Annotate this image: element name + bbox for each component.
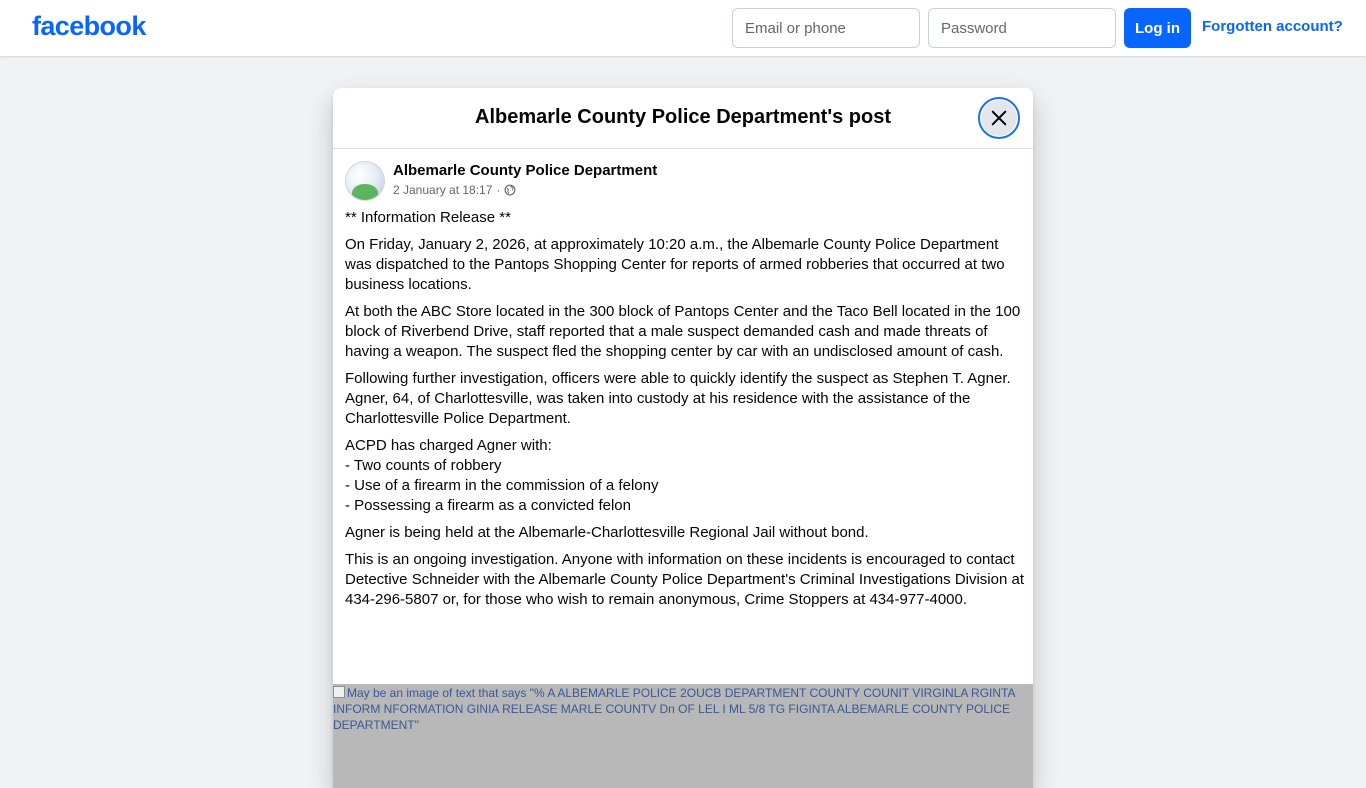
post-timestamp[interactable]: 2 January at 18:17 bbox=[393, 183, 493, 197]
post bbox=[333, 149, 1033, 732]
post-meta bbox=[393, 183, 516, 197]
post-text bbox=[345, 208, 1025, 617]
dialog-title: Albemarle County Police Department's post bbox=[475, 106, 891, 128]
login-button[interactable]: Log in bbox=[1124, 8, 1191, 48]
post-paragraph: On Friday, January 2, 2026, at approximately 10:20 a.m., the Albemarle County Police Department was dispatched to the Pantops Shopping Center for reports of armed robberies that occurred at two business locations. bbox=[345, 236, 1005, 293]
globe-icon bbox=[504, 184, 516, 196]
post-paragraph: Agner is being held at the Albemarle-Charlottesville Regional Jail without bond. bbox=[345, 524, 869, 541]
post-paragraph: At both the ABC Store located in the 300 block of Pantops Center and the Taco Bell located in the 100 block of Riverbend Drive, staff reported that a male suspect demanded cash and made threats of having a weapon. The suspect fled the shopping center by car with an undisclosed amount of cash. bbox=[345, 303, 1021, 360]
charge-item: - Possessing a firearm as a convicted felon bbox=[345, 497, 631, 514]
post-paragraph: Following further investigation, officers were able to quickly identify the suspect as Stephen T. Agner. Agner, 64, of Charlottesville, was taken into custody at his residence with the assistance of the Charlottesville Police Department. bbox=[345, 370, 1011, 427]
image-alt-label: May be an image of text that says "% A ALBEMARLE POLICE 2OUCB DEPARTMENT COUNTY COUNIT VIRGINLA RGINTA INFORM NFORMATION GINIA RELEASE MARLE COUNTV Dn OF LEL I ML 5/8 TG FIGINTA ALBEMARLE COUNTY POLICE DEPARTMENT" bbox=[333, 686, 1015, 732]
password-input[interactable] bbox=[928, 8, 1116, 48]
dialog-header bbox=[333, 88, 1033, 149]
post-image[interactable] bbox=[333, 684, 1033, 788]
post-paragraph: ** Information Release ** bbox=[345, 209, 511, 226]
charge-item: - Use of a firearm in the commission of a felony bbox=[345, 477, 659, 494]
forgotten-account-link[interactable]: Forgotten account? bbox=[1202, 18, 1343, 35]
post-dialog bbox=[333, 88, 1033, 788]
charges-list bbox=[345, 436, 1025, 516]
charge-item: - Two counts of robbery bbox=[345, 457, 502, 474]
email-input[interactable] bbox=[732, 8, 920, 48]
close-button[interactable] bbox=[978, 97, 1020, 139]
post-paragraph: This is an ongoing investigation. Anyone with information on these incidents is encouraged to contact Detective Schneider with the Albemarle County Police Department's Criminal Investigations Division at 434-296-5807 or, for those who wish to remain anonymous, Crime Stoppers at 434-977-4000. bbox=[345, 551, 1025, 608]
broken-image-icon bbox=[333, 686, 345, 698]
top-bar bbox=[0, 0, 1366, 56]
close-icon bbox=[990, 109, 1008, 127]
image-alt-text bbox=[333, 685, 1033, 733]
charges-heading: ACPD has charged Agner with: bbox=[345, 437, 552, 454]
facebook-logo[interactable]: facebook bbox=[32, 11, 146, 41]
page-avatar[interactable] bbox=[345, 161, 385, 201]
meta-separator: · bbox=[496, 183, 501, 197]
avatar-image bbox=[352, 184, 378, 201]
post-author[interactable]: Albemarle County Police Department bbox=[393, 162, 658, 179]
